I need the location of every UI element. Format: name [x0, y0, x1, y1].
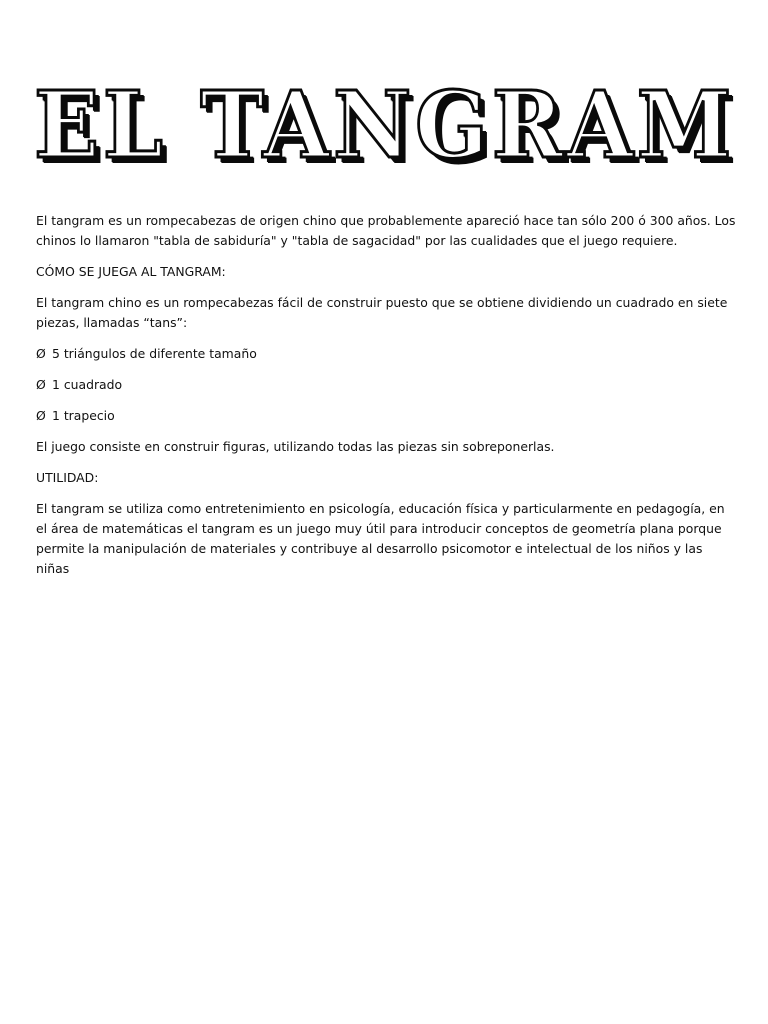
bullet-symbol: Ø	[36, 408, 46, 423]
bullet-text: 5 triángulos de diferente tamaño	[52, 346, 257, 361]
utility-heading: UTILIDAD:	[36, 470, 99, 485]
bullet-item	[36, 406, 736, 426]
bullet-symbol: Ø	[36, 346, 46, 361]
bullet-item	[36, 375, 736, 395]
bullet-item	[36, 344, 736, 364]
how-paragraph: El tangram chino es un rompecabezas fácil de construir puesto que se obtiene dividiendo un cuadrado en siete piezas, llamadas “tans”:	[36, 295, 728, 330]
bullet-text: 1 cuadrado	[52, 377, 123, 392]
bullet-text: 1 trapecio	[52, 408, 115, 423]
how-heading: CÓMO SE JUEGA AL TANGRAM:	[36, 264, 226, 279]
title-block	[34, 70, 734, 180]
intro-paragraph: El tangram es un rompecabezas de origen chino que probablemente apareció hace tan sólo 200 ó 300 años. Los chinos lo llamaron "tabla de sabiduría" y "tabla de sagacidad" por las cualidades que el juego requiere.	[36, 213, 736, 248]
utility-paragraph: El tangram se utiliza como entretenimiento en psicología, educación física y particularmente en pedagogía, en el área de matemáticas el tangram es un juego muy útil para introducir conceptos de geometría plana porque permite la manipulación de materiales y contribuye al desarrollo psicomotor e intelectual de los niños y las niñas	[36, 501, 725, 576]
document-title: EL TANGRAM	[34, 71, 736, 179]
document-body	[36, 211, 736, 590]
bullet-symbol: Ø	[36, 377, 46, 392]
rule-paragraph: El juego consiste en construir figuras, utilizando todas las piezas sin sobreponerlas.	[36, 439, 555, 454]
